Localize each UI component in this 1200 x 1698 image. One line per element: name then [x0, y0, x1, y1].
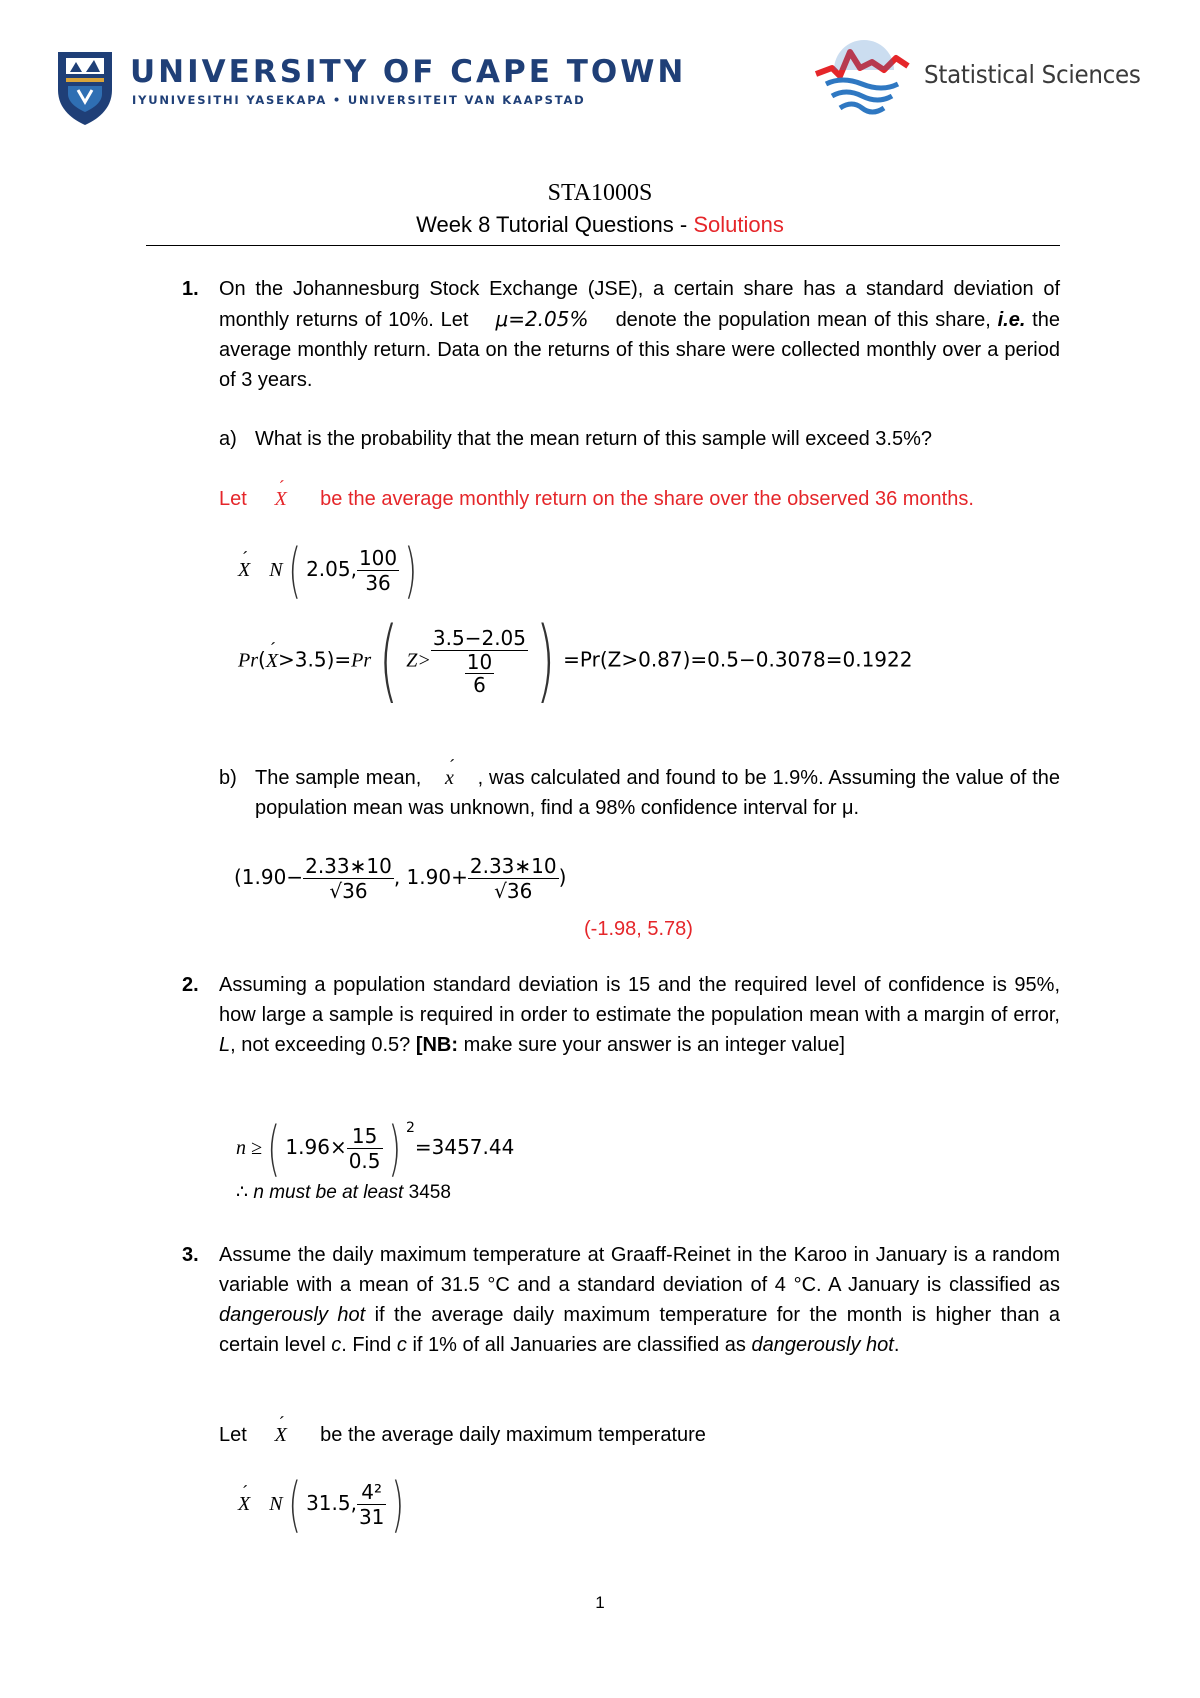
q1a-label: a) — [219, 428, 237, 450]
q3-text: Assume the daily maximum temperature at Graaff-Reinet in the Karoo in January is a random variable with a mean of 31.5 °C and a standard deviation of 4 °C. A January is classified as dangerously hot if the average daily maximum temperature for the month is higher than a certain level c. Find c if 1% of all Januaries are classified as dangerously hot. — [219, 1244, 1060, 1356]
uct-crest-icon — [56, 50, 114, 126]
page-number: 1 — [595, 1593, 605, 1612]
q1-let-line: Let ´ X be the average monthly return on the share over the observed 36 months. — [219, 484, 974, 514]
course-code: STA1000S — [547, 180, 653, 206]
q3-distribution: ´ X N( 31.5, $\frac{\text{4²}}{31}$ ) — [238, 1480, 410, 1529]
department-name: Statistical Sciences — [924, 60, 1141, 89]
q2-conclusion: ∴ n must be at least 3458 — [236, 1182, 451, 1203]
uct-logo — [56, 48, 687, 128]
title-divider — [146, 245, 1060, 246]
page-title-text: Week 8 Tutorial Questions - — [416, 212, 694, 237]
university-subtitle: IYUNIVESITHI YASEKAPA • UNIVERSITEIT VAN KAAPSTAD — [132, 93, 586, 107]
q1b-text: The sample mean, ´ x , was calculated and found to be 1.9%. Assuming the value of the population mean was unknown, find a 98% confidence interval for μ. — [255, 763, 1060, 823]
university-name: UNIVERSITY OF CAPE TOWN — [130, 54, 687, 90]
q1b-label: b) — [219, 767, 237, 789]
q1-confidence-interval: (1.90− $\frac{2.33∗10}{√36}$ , 1.90+ $\frac{2.33∗10}{√36}$ ) — [234, 854, 567, 903]
wave-logo-icon — [812, 40, 912, 124]
mu-symbol: μ=2.05% — [495, 307, 589, 331]
statistical-sciences-logo — [812, 40, 1141, 126]
q2-text: Assuming a population standard deviation is 15 and the required level of confidence is 95%, how large a sample is required in order to estimate the population mean with a margin of error, L, not exceeding 0.5? [NB: make sure your answer is an integer value] — [219, 974, 1060, 1056]
q1-distribution: ´ X N( 2.05, $\frac{100}{36}$ ) — [238, 546, 423, 595]
q1-ci-answer: (-1.98, 5.78) — [584, 918, 693, 940]
page-title — [0, 210, 1200, 240]
q1-number: 1. — [182, 278, 199, 300]
solutions-label: Solutions — [693, 212, 784, 237]
q1-text: On the Johannesburg Stock Exchange (JSE), a certain share has a standard deviation of monthly returns of 10%. Let μ=2.05% denote the population mean of this share, i.e. the average monthly return. Data on the returns of this share were collected monthly over a period of 3 years. — [219, 278, 1060, 391]
q2-formula: n ≥( 1.96× $\frac{15}{0.5}$ ) $^2$=3457.44 — [236, 1113, 515, 1184]
q3-number: 3. — [182, 1244, 199, 1266]
q1a-text: What is the probability that the mean return of this sample will exceed 3.5%? — [255, 428, 933, 450]
q1-probability: Pr(´ X>3.5)=Pr( Z> $\frac{3.5-2.05}{\frac{10}{6}}$ ) =Pr(Z>0.87)=0.5−0.3078=0.1922 — [238, 626, 912, 696]
q3-let-line: Let ´ X be the average daily maximum temperature — [219, 1420, 706, 1450]
q2-number: 2. — [182, 974, 199, 996]
